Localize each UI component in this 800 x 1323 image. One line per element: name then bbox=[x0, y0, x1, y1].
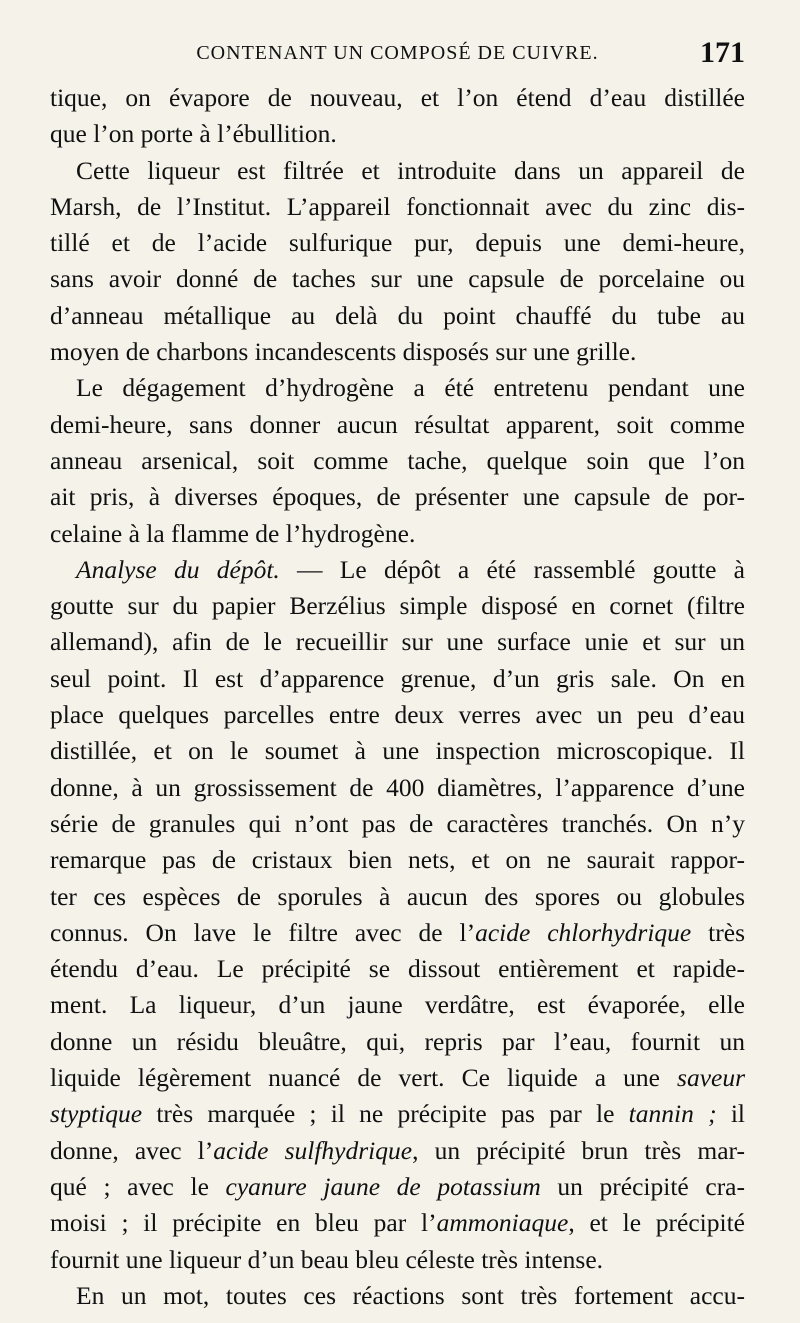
running-title: CONTENANT UN COMPOSÉ DE CUIVRE. bbox=[196, 42, 599, 64]
text-line: que l’on porte à l’ébullition. bbox=[50, 119, 337, 149]
text-line: ait pris, à diverses époques, de présenter une capsule de por- bbox=[50, 482, 745, 512]
italic-term: cyanure jaune de potassium bbox=[225, 1171, 541, 1201]
text-line: allemand), afin de le recueillir sur une surface unie et sur un bbox=[50, 627, 745, 657]
text-line: série de granules qui n’ont pas de caractères tranchés. On n’y bbox=[50, 808, 745, 838]
text-line: seul point. Il est d’apparence grenue, d’un gris sale. On en bbox=[50, 663, 745, 693]
text-segment: liquide légèrement nuancé de vert. Ce liquide a une bbox=[50, 1063, 660, 1093]
text-line: moyen de charbons incandescents disposés sur une grille. bbox=[50, 337, 637, 367]
text-line: En un mot, toutes ces réactions sont très fortement accu- bbox=[76, 1280, 745, 1310]
text-line bbox=[50, 1096, 745, 1132]
text-line: place quelques parcelles entre deux verres avec un peu d’eau bbox=[50, 700, 745, 730]
text-line: tique, on évapore de nouveau, et l’on étend d’eau distillée bbox=[50, 83, 745, 112]
text-line: anneau arsenical, soit comme tache, quelque soin que l’on bbox=[50, 445, 745, 475]
text-segment: qué ; avec le bbox=[50, 1171, 209, 1201]
text-line: sans avoir donné de taches sur une capsule de porcelaine ou bbox=[50, 264, 745, 294]
text-segment: , un précipité brun très mar- bbox=[412, 1135, 745, 1165]
page-header bbox=[50, 36, 745, 76]
text-line: donne, à un grossissement de 400 diamètres, l’apparence d’une bbox=[50, 772, 745, 802]
text-line: d’anneau métallique au delà du point chauffé du tube au bbox=[50, 300, 745, 330]
text-line: distillée, et on le soumet à une inspection microscopique. Il bbox=[50, 736, 745, 766]
text-line bbox=[50, 552, 745, 588]
text-line: ter ces espèces de sporules à aucun des spores ou globules bbox=[50, 881, 745, 911]
text-line bbox=[50, 1133, 745, 1169]
text-segment: un précipité cra- bbox=[540, 1171, 745, 1201]
text-segment: — Le dépôt a été rassemblé goutte à bbox=[297, 554, 746, 584]
text-segment: moisi ; il précipite en bleu par l’ bbox=[50, 1208, 437, 1238]
text-line bbox=[50, 1205, 745, 1241]
text-segment: très bbox=[691, 917, 745, 947]
text-line: Cette liqueur est filtrée et introduite dans un appareil de bbox=[76, 155, 745, 185]
text-line: ment. La liqueur, d’un jaune verdâtre, est évaporée, elle bbox=[50, 990, 745, 1020]
section-heading: Analyse du dépôt. bbox=[76, 554, 280, 584]
text-segment: très marquée ; il ne précipite pas par le bbox=[142, 1099, 615, 1129]
italic-term: acide chlorhydrique bbox=[475, 917, 692, 947]
italic-term: tannin ; bbox=[628, 1099, 717, 1129]
text-line bbox=[50, 915, 745, 951]
text-segment: , et le précipité bbox=[568, 1208, 745, 1238]
text-line: étendu d’eau. Le précipité se dissout entièrement et rapide- bbox=[50, 954, 745, 984]
text-line: demi-heure, sans donner aucun résultat apparent, soit comme bbox=[50, 409, 745, 439]
text-line: goutte sur du papier Berzélius simple disposé en cornet (filtre bbox=[50, 591, 745, 621]
body-text bbox=[50, 80, 745, 1314]
text-segment: donne, avec l’ bbox=[50, 1135, 214, 1165]
text-segment: il bbox=[730, 1099, 745, 1129]
text-segment: connus. On lave le filtre avec de l’ bbox=[50, 917, 476, 947]
text-line: celaine à la flamme de l’hydrogène. bbox=[50, 518, 416, 548]
text-line bbox=[50, 1060, 745, 1096]
text-line: fournit une liqueur d’un beau bleu céleste très intense. bbox=[50, 1244, 604, 1274]
text-line: Marsh, de l’Institut. L’appareil fonctionnait avec du zinc dis- bbox=[50, 191, 745, 221]
page-number: 171 bbox=[700, 36, 745, 69]
text-line: Le dégagement d’hydrogène a été entretenu pendant une bbox=[76, 373, 745, 403]
italic-term: acide sulfhydrique bbox=[213, 1135, 413, 1165]
italic-term: saveur bbox=[677, 1063, 746, 1093]
text-line: remarque pas de cristaux bien nets, et on ne saurait rappor- bbox=[50, 845, 745, 875]
italic-term: ammoniaque bbox=[436, 1208, 569, 1238]
text-line: tillé et de l’acide sulfurique pur, depuis une demi-heure, bbox=[50, 228, 745, 258]
italic-term: styptique bbox=[50, 1099, 143, 1129]
text-line: donne un résidu bleuâtre, qui, repris par l’eau, fournit un bbox=[50, 1026, 745, 1056]
text-line bbox=[50, 1169, 745, 1205]
